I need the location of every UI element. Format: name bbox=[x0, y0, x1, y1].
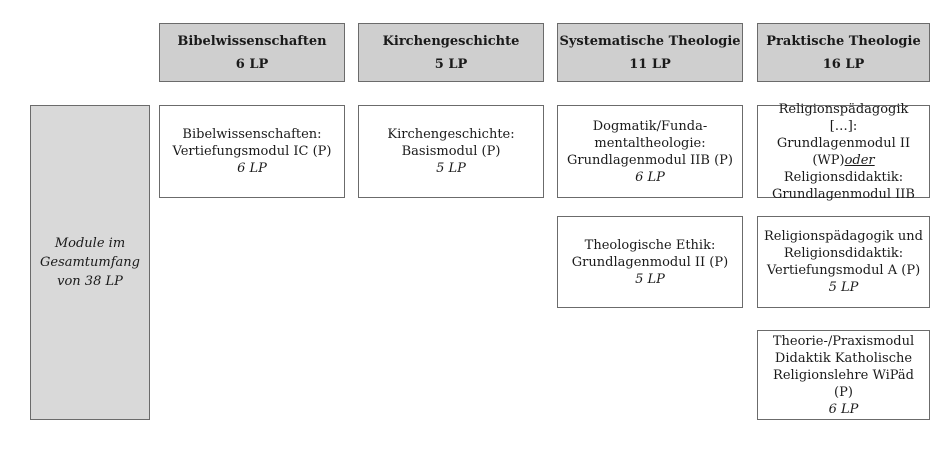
column-title: Bibelwissenschaften bbox=[177, 33, 327, 49]
module-theologische-ethik bbox=[557, 216, 743, 308]
module-line: Grundlagenmodul IIB (P) bbox=[567, 152, 733, 168]
total-scope-box bbox=[30, 105, 150, 420]
module-line: Theologische Ethik: bbox=[584, 237, 716, 253]
module-theorie-praxis bbox=[757, 330, 930, 420]
module-line: Bibelwissenschaften: bbox=[182, 127, 322, 142]
module-line: Religionspädagogik […]: bbox=[778, 101, 909, 134]
column-title: Kirchengeschichte bbox=[382, 33, 520, 49]
total-scope-line: Module im bbox=[54, 236, 126, 251]
module-lp: 6 LP bbox=[237, 161, 267, 176]
column-header-bibelwissenschaften bbox=[159, 23, 345, 82]
module-lp: 5 LP bbox=[828, 280, 859, 295]
module-line: Vertiefungsmodul A (P) bbox=[766, 263, 921, 278]
column-lp: 16 LP bbox=[822, 56, 865, 72]
module-dogmatik-fundamentaltheologie bbox=[557, 105, 743, 198]
module-lp: 6 LP bbox=[635, 169, 665, 185]
module-line: Grundlagenmodul IIB bbox=[772, 186, 915, 202]
module-line: Basismodul (P) bbox=[401, 144, 501, 159]
total-scope-line: von 38 LP bbox=[57, 274, 123, 289]
module-line-wp-oder bbox=[812, 152, 874, 169]
module-line: Religionslehre WiPäd (P) bbox=[773, 367, 914, 400]
module-religionspaedagogik-vertiefung bbox=[757, 216, 930, 308]
column-header-systematische-theologie bbox=[557, 23, 743, 82]
total-scope-line: Gesamtumfang bbox=[39, 255, 140, 270]
module-line: Theorie-/Praxismodul bbox=[772, 333, 915, 349]
module-line: Religionsdidaktik: bbox=[783, 169, 904, 185]
module-line: Dogmatik/Funda- bbox=[592, 118, 708, 134]
module-line: mentaltheologie: bbox=[594, 135, 706, 151]
column-lp: 11 LP bbox=[629, 56, 671, 72]
module-lp: 5 LP bbox=[436, 161, 466, 176]
column-lp: 6 LP bbox=[235, 56, 269, 72]
module-bibelwissenschaften-vertiefung bbox=[159, 105, 345, 198]
module-line: Religionspädagogik und bbox=[764, 229, 923, 244]
module-text: (WP) bbox=[812, 152, 845, 168]
module-line: Grundlagenmodul II (P) bbox=[571, 254, 729, 270]
module-line: Kirchengeschichte: bbox=[387, 127, 515, 142]
module-kirchengeschichte-basis bbox=[358, 105, 544, 198]
module-lp: 6 LP bbox=[828, 401, 859, 417]
column-lp: 5 LP bbox=[434, 56, 468, 72]
module-line: Vertiefungsmodul IC (P) bbox=[172, 144, 332, 159]
column-header-kirchengeschichte bbox=[358, 23, 544, 82]
module-line: Didaktik Katholische bbox=[774, 350, 913, 366]
module-lp: 5 LP bbox=[635, 271, 665, 287]
column-header-praktische-theologie bbox=[757, 23, 930, 82]
column-title: Systematische Theologie bbox=[559, 33, 741, 49]
column-title: Praktische Theologie bbox=[766, 33, 921, 49]
module-line: Grundlagenmodul II bbox=[776, 135, 911, 151]
module-line: Religionsdidaktik: bbox=[783, 246, 904, 261]
module-religionspaedagogik-grundlagen bbox=[757, 101, 930, 202]
oder-text: oder bbox=[844, 152, 875, 168]
